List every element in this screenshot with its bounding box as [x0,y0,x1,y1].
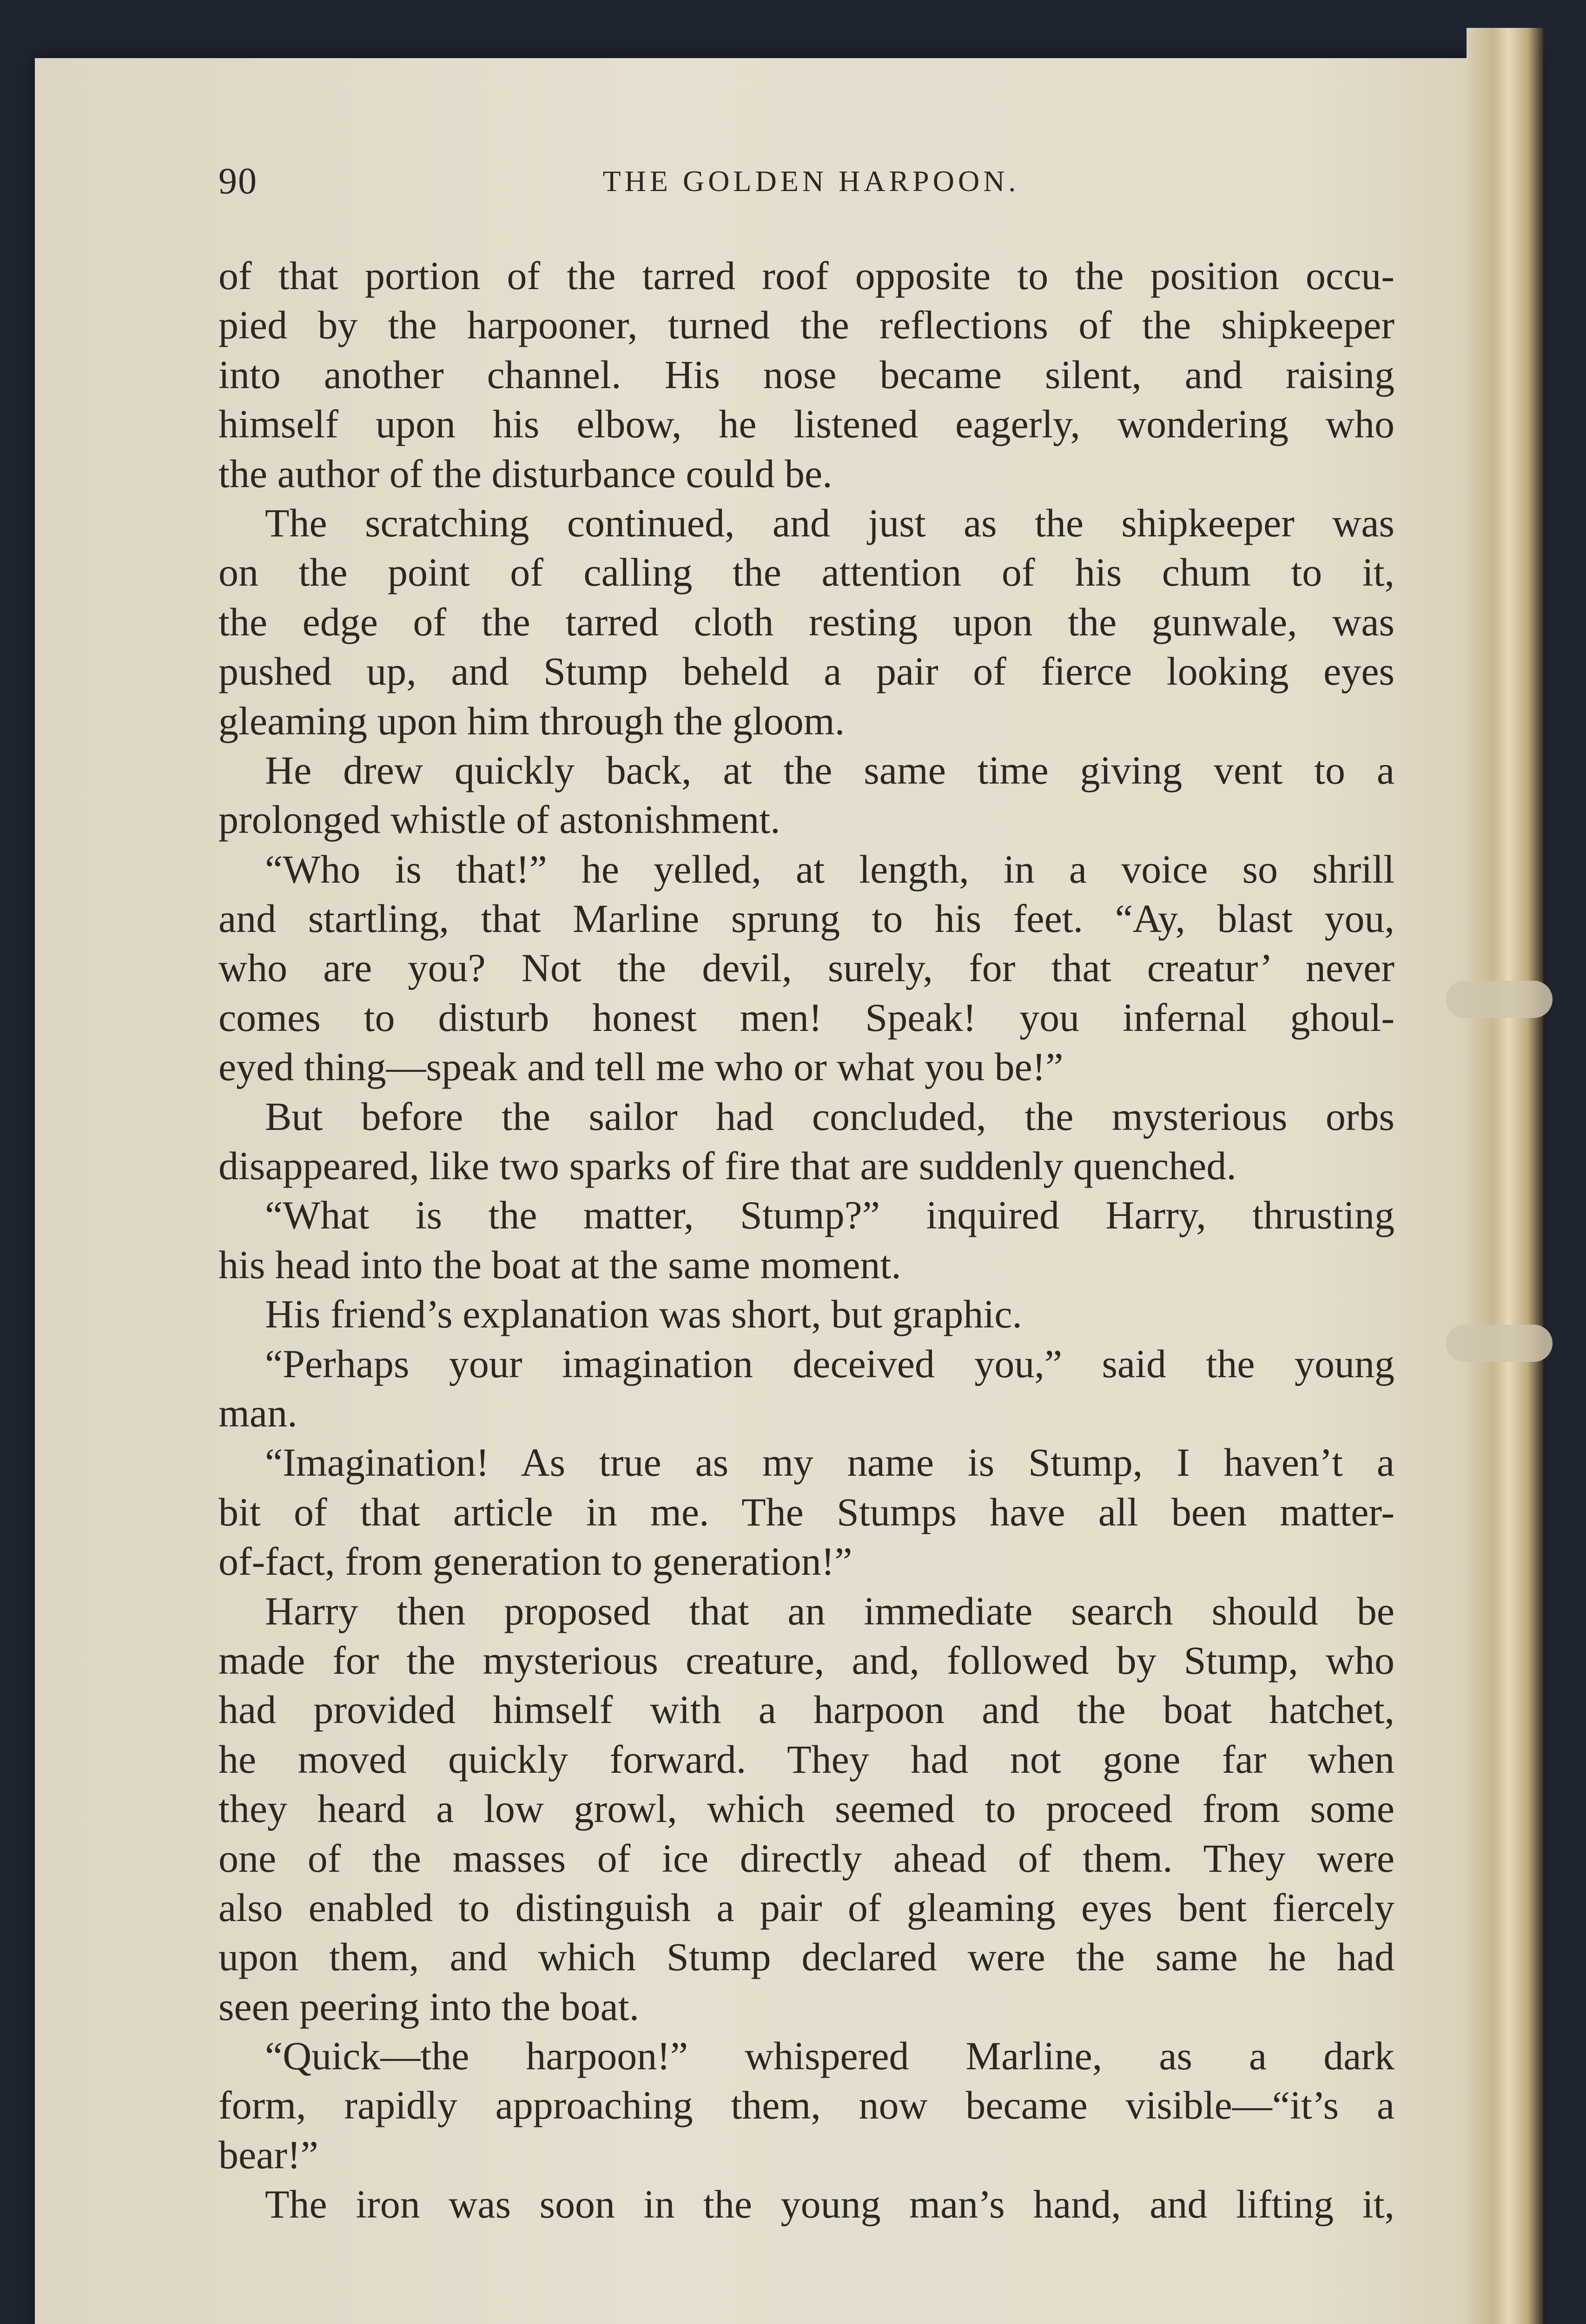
text-line: His friend’s explanation was short, but graphic. [265,1292,1022,1337]
binding-stitch [1446,1325,1553,1362]
text-line: had provided himself with a harpoon and the boat hatchet, [218,1687,1394,1732]
text-line: the author of the disturbance could be. [218,451,833,496]
text-line: he moved quickly forward. They had not gone far when [218,1736,1394,1782]
text-line: form, rapidly approaching them, now became visible—“it’s a [218,2083,1394,2128]
page-header [218,160,1404,216]
text-line: “What is the matter, Stump?” inquired Harry, thrusting [265,1193,1394,1238]
text-line: prolonged whistle of astonishment. [218,797,780,842]
book-spine-gutter [1467,28,1543,2324]
text-line: bear!” [218,2132,318,2177]
text-line: “Imagination! As true as my name is Stump, I haven’t a [265,1440,1394,1485]
text-line: of-fact, from generation to generation!” [218,1539,852,1584]
page-number: 90 [218,161,258,202]
text-line: “Quick—the harpoon!” whispered Marline, as a dark [265,2034,1394,2079]
text-line: “Perhaps your imagination deceived you,” said the young [265,1341,1394,1386]
binding-stitch [1446,981,1553,1018]
text-line: who are you? Not the devil, surely, for that creatur’ never [218,945,1394,990]
text-line: He drew quickly back, at the same time giving vent to a [265,747,1394,792]
text-line: on the point of calling the attention of his chum to it, [218,550,1394,595]
text-line: upon them, and which Stump declared were the same he had [218,1934,1394,1980]
text-line: comes to disturb honest men! Speak! you infernal ghoul- [218,995,1394,1040]
text-line: they heard a low growl, which seemed to proceed from some [218,1786,1394,1831]
text-line: one of the masses of ice directly ahead of them. They were [218,1835,1394,1881]
text-line: eyed thing—speak and tell me who or what you be!” [218,1044,1064,1089]
text-line: and startling, that Marline sprung to his feet. “Ay, blast you, [218,896,1394,941]
text-line: bit of that article in me. The Stumps have all been matter- [218,1489,1394,1534]
text-line: of that portion of the tarred roof opposite to the position occu- [218,253,1394,298]
text-line: also enabled to distinguish a pair of gleaming eyes bent fiercely [218,1885,1394,1930]
text-line: his head into the boat at the same moment. [218,1242,901,1287]
text-line: gleaming upon him through the gloom. [218,698,845,743]
running-title: THE GOLDEN HARPOON. [602,165,1020,198]
text-line: “Who is that!” he yelled, at length, in a voice so shrill [265,846,1394,891]
text-line: into another channel. His nose became silent, and raising [218,352,1394,397]
text-line: But before the sailor had concluded, the mysterious orbs [265,1094,1394,1139]
text-line: Harry then proposed that an immediate search should be [265,1588,1394,1633]
body-text [218,251,1394,2229]
text-line: himself upon his elbow, he listened eagerly, wondering who [218,402,1394,447]
text-line: The scratching continued, and just as the shipkeeper was [265,500,1394,545]
text-line: pushed up, and Stump beheld a pair of fierce looking eyes [218,649,1394,694]
text-line: made for the mysterious creature, and, followed by Stump, who [218,1637,1394,1683]
text-line: man. [218,1390,297,1435]
text-line: seen peering into the boat. [218,1984,640,2029]
text-line: disappeared, like two sparks of fire that are suddenly quenched. [218,1143,1236,1188]
text-line: the edge of the tarred cloth resting upon the gunwale, was [218,599,1394,644]
text-line: The iron was soon in the young man’s hand, and lifting it, [265,2182,1394,2227]
text-line: pied by the harpooner, turned the reflections of the shipkeeper [218,303,1394,348]
